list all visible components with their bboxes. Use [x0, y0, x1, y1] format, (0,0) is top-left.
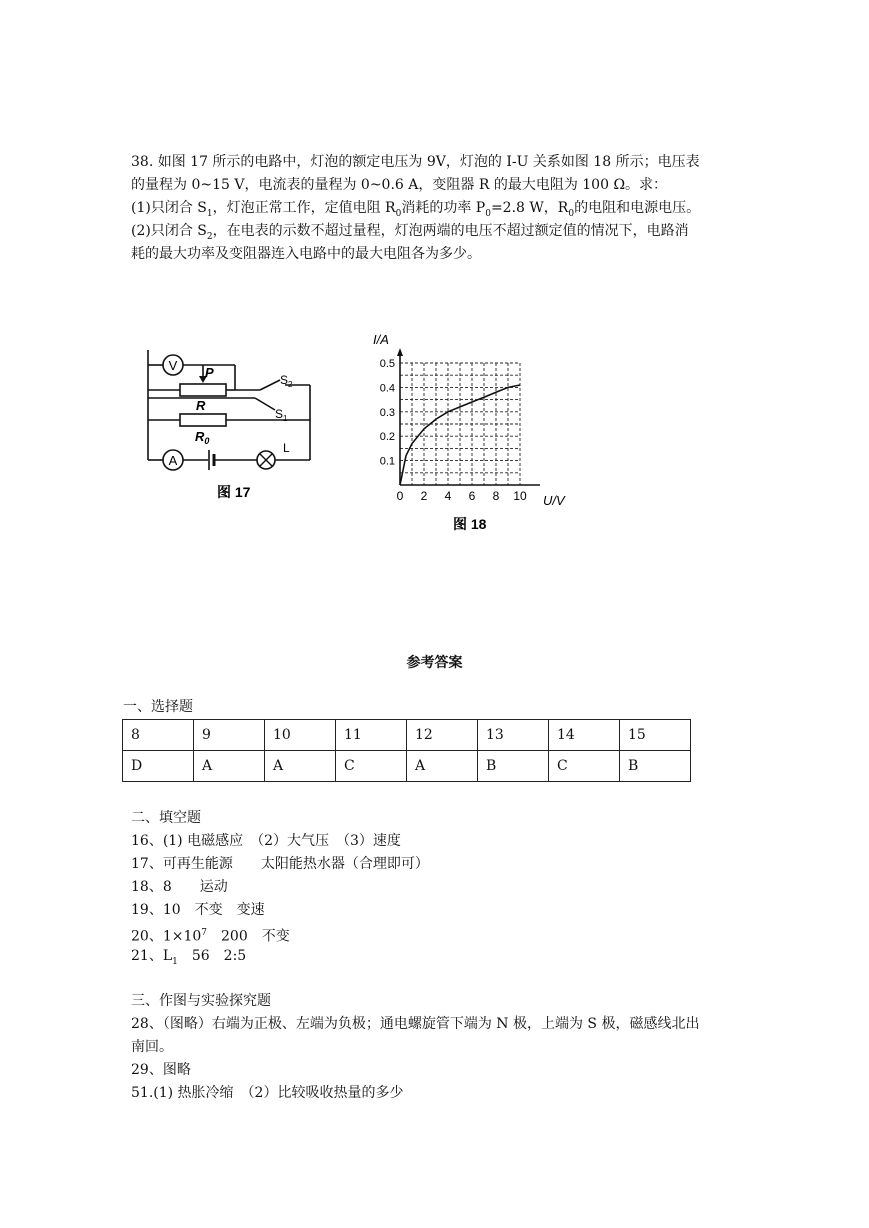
answer-29: 29、图略: [131, 1062, 191, 1078]
voltmeter-label: V: [168, 358, 178, 373]
question-number-cell: 14: [549, 720, 620, 751]
resistor-label-sub: 0: [204, 436, 210, 446]
q3-a: (1)只闭合 S: [131, 200, 207, 216]
table-row: [123, 751, 691, 782]
question-number-cell: 12: [407, 720, 478, 751]
answer-17: 17、可再生能源 太阳能热水器（合理即可）: [131, 856, 429, 872]
answer-cell: C: [336, 751, 407, 782]
circuit-diagram: [135, 340, 325, 510]
answer-20-a: 20、1×10: [131, 928, 202, 945]
answer-cell: B: [620, 751, 691, 782]
chart-axes: [397, 348, 540, 485]
answer-cell: A: [407, 751, 478, 782]
section-experiment: 三、作图与实验探究题: [131, 993, 271, 1009]
answer-21-sub: 1: [172, 956, 178, 967]
answer-cell: A: [265, 751, 336, 782]
question-number-cell: 15: [620, 720, 691, 751]
answer-16: 16、(1) 电磁感应 （2）大气压 （3）速度: [131, 833, 401, 849]
answer-19: 19、10 不变 变速: [131, 902, 265, 918]
switch1-label-main: S: [275, 407, 284, 421]
figure18-caption: 图 18: [453, 516, 487, 532]
table-row: [123, 720, 691, 751]
answer-cell: D: [123, 751, 194, 782]
switch2-label-main: S: [280, 373, 289, 387]
x-tick-label: 2: [420, 489, 428, 503]
resistor-label-main: R: [195, 429, 205, 444]
iu-chart: [365, 330, 580, 535]
x-tick-label: 0: [396, 489, 404, 503]
q3-c: 消耗的功率 P: [401, 200, 486, 216]
resistor-label: [195, 429, 209, 446]
answers-title: 参考答案: [406, 655, 463, 671]
q3-sub0: 0: [395, 208, 402, 219]
question-line-2: 的量程为 0~15 V，电流表的量程为 0~0.6 A，变阻器 R 的最大电阻为 100 Ω。求：: [131, 177, 668, 193]
answer-21-a: 21、L: [131, 948, 173, 964]
q4-a: (2)只闭合 S: [131, 223, 207, 239]
x-tick-label: 4: [444, 489, 452, 503]
answer-18: 18、8 运动: [131, 879, 228, 895]
y-axis-arrow: [397, 348, 403, 356]
answer-cell: B: [478, 751, 549, 782]
x-tick-label: 8: [492, 489, 500, 503]
answer-table: [122, 719, 691, 782]
question-number-cell: 8: [123, 720, 194, 751]
rheostat-label: R: [196, 398, 206, 413]
answer-21: [131, 946, 246, 972]
q4-b: ，在电表的示数不超过量程，灯泡两端的电压不超过额定值的情况下，电路消: [212, 223, 689, 239]
chart-grid: [400, 363, 520, 485]
ammeter-label: A: [168, 453, 178, 468]
answer-21-b: 56 2:5: [177, 948, 247, 964]
question-line-1: 38. 如图 17 所示的电路中，灯泡的额定电压为 9V，灯泡的 I-U 关系如图 18 所示；电压表: [131, 154, 700, 170]
switch2-label-sub: 2: [288, 380, 293, 389]
switch1-label: [275, 407, 288, 423]
section-fill: 二、填空题: [131, 810, 201, 826]
question-number-cell: 11: [336, 720, 407, 751]
chart-ylabel: I/A: [373, 332, 389, 347]
x-tick-label: 10: [513, 489, 527, 503]
y-tick-label: 0.1: [379, 455, 395, 468]
slider-label: P: [205, 365, 214, 380]
question-number-cell: 13: [478, 720, 549, 751]
question-line-4: [131, 221, 689, 247]
x-tick-label: 6: [468, 489, 476, 503]
answer-20: [131, 923, 290, 947]
answer-cell: A: [194, 751, 265, 782]
q3-b: ，灯泡正常工作，定值电阻 R: [212, 200, 396, 216]
answer-28-line2: 南回。: [131, 1039, 173, 1055]
question-number-cell: 9: [194, 720, 265, 751]
question-line-5: 耗的最大功率及变阻器连入电路中的最大电阻各为多少。: [131, 246, 481, 262]
switch2-label: [280, 373, 293, 389]
y-tick-label: 0.2: [379, 431, 395, 444]
q3-sub0c: 0: [568, 208, 575, 219]
question-number-cell: 10: [265, 720, 336, 751]
q3-e: 的电阻和电源电压。: [574, 200, 701, 216]
q3-sub1: 1: [206, 208, 213, 219]
q4-sub2: 2: [206, 231, 213, 242]
lamp-icon: [257, 451, 275, 469]
q3-sub0b: 0: [485, 208, 491, 219]
answer-20-sup: 7: [201, 928, 208, 938]
lamp-label: L: [283, 441, 290, 455]
answer-51: 51.(1) 热胀冷缩 （2）比较吸收热量的多少: [131, 1085, 404, 1101]
chart-xlabel: U/V: [543, 493, 565, 508]
answer-cell: C: [549, 751, 620, 782]
y-tick-label: 0.3: [379, 406, 395, 419]
section-choice: 一、选择题: [123, 699, 193, 715]
chart-ticks: [380, 358, 527, 503]
answer-20-b: 200 不变: [207, 928, 290, 945]
question-line-3: [131, 198, 700, 224]
switch1-label-sub: 1: [283, 414, 288, 423]
q3-d: =2.8 W，R: [490, 200, 569, 216]
y-tick-label: 0.4: [379, 382, 395, 395]
y-tick-label: 0.5: [379, 358, 395, 370]
figure17-caption: 图 17: [217, 484, 251, 500]
answer-28-line1: 28、（图略）右端为正极、左端为负极；通电螺旋管下端为 N 极，上端为 S 极，磁感线北出: [131, 1016, 700, 1032]
battery-icon: [209, 450, 214, 470]
